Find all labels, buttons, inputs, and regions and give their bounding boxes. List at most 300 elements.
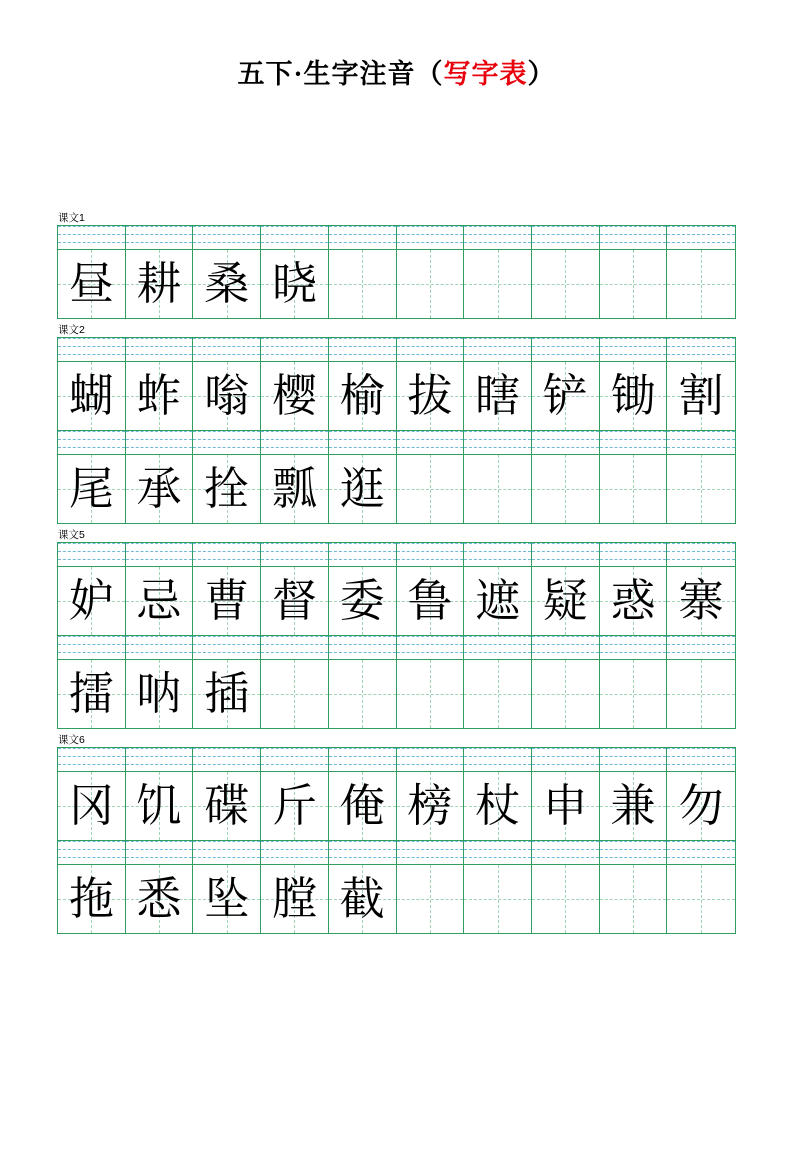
character-glyph: 冈 <box>68 780 114 831</box>
pinyin-topline <box>329 636 396 637</box>
pinyin-staff[interactable] <box>261 226 328 250</box>
character-cell[interactable] <box>58 431 126 523</box>
pinyin-topline <box>58 841 125 842</box>
character-box[interactable] <box>532 250 599 318</box>
pinyin-staff[interactable] <box>532 543 599 567</box>
pinyin-staff[interactable] <box>397 841 464 865</box>
page-title <box>0 52 793 91</box>
character-cell[interactable] <box>126 338 194 430</box>
pinyin-topline <box>397 338 464 339</box>
empty-cell[interactable] <box>464 226 532 318</box>
character-glyph: 呐 <box>136 668 182 719</box>
character-box[interactable] <box>397 455 464 523</box>
character-glyph: 申 <box>542 780 588 831</box>
character-box[interactable] <box>193 362 260 430</box>
empty-cell[interactable] <box>667 431 735 523</box>
pinyin-staff[interactable] <box>464 338 531 362</box>
character-row <box>57 337 736 431</box>
character-box[interactable] <box>464 772 531 840</box>
character-box[interactable] <box>667 865 735 933</box>
pinyin-staff[interactable] <box>58 338 125 362</box>
pinyin-staff[interactable] <box>126 841 193 865</box>
character-glyph: 督 <box>271 575 317 626</box>
character-box[interactable] <box>126 660 193 728</box>
pinyin-topline <box>261 748 328 749</box>
pinyin-staff[interactable] <box>193 841 260 865</box>
character-cell[interactable] <box>193 338 261 430</box>
vertical-guide <box>565 455 566 523</box>
character-glyph: 榆 <box>339 370 385 421</box>
pinyin-staff[interactable] <box>193 338 260 362</box>
character-glyph: 蝴 <box>68 370 114 421</box>
character-cell[interactable] <box>600 338 668 430</box>
vertical-guide <box>362 660 363 728</box>
lesson-label: 课文2 <box>58 324 85 336</box>
pinyin-topline <box>600 338 667 339</box>
character-glyph: 碟 <box>204 780 250 831</box>
character-cell[interactable] <box>329 543 397 635</box>
pinyin-topline <box>397 543 464 544</box>
pinyin-staff[interactable] <box>667 748 735 772</box>
character-box[interactable] <box>532 455 599 523</box>
pinyin-staff[interactable] <box>261 543 328 567</box>
pinyin-topline <box>532 226 599 227</box>
character-cell[interactable] <box>58 841 126 933</box>
character-cell[interactable] <box>532 338 600 430</box>
character-box[interactable] <box>193 455 260 523</box>
vertical-guide <box>294 660 295 728</box>
pinyin-staff[interactable] <box>464 226 531 250</box>
character-box[interactable] <box>600 660 667 728</box>
empty-cell[interactable] <box>600 431 668 523</box>
character-glyph: 晓 <box>271 258 317 309</box>
pinyin-staff[interactable] <box>667 841 735 865</box>
character-box[interactable] <box>261 865 328 933</box>
character-cell[interactable] <box>329 431 397 523</box>
pinyin-topline <box>126 841 193 842</box>
character-cell[interactable] <box>464 338 532 430</box>
pinyin-staff[interactable] <box>261 636 328 660</box>
pinyin-staff[interactable] <box>397 226 464 250</box>
character-box[interactable] <box>667 455 735 523</box>
character-cell[interactable] <box>532 748 600 840</box>
character-box[interactable] <box>58 865 125 933</box>
pinyin-topline <box>600 841 667 842</box>
character-cell[interactable] <box>600 543 668 635</box>
pinyin-topline <box>126 543 193 544</box>
character-glyph: 瞎 <box>475 370 521 421</box>
empty-cell[interactable] <box>667 841 735 933</box>
character-box[interactable] <box>58 567 125 635</box>
character-box[interactable] <box>193 567 260 635</box>
character-cell[interactable] <box>397 338 465 430</box>
pinyin-staff[interactable] <box>58 748 125 772</box>
character-cell[interactable] <box>261 748 329 840</box>
character-cell[interactable] <box>193 748 261 840</box>
character-box[interactable] <box>667 250 735 318</box>
character-box[interactable] <box>532 567 599 635</box>
character-box[interactable] <box>667 660 735 728</box>
character-box[interactable] <box>464 250 531 318</box>
pinyin-staff[interactable] <box>600 748 667 772</box>
vertical-guide <box>633 660 634 728</box>
character-box[interactable] <box>532 362 599 430</box>
empty-cell[interactable] <box>464 636 532 728</box>
empty-cell[interactable] <box>397 431 465 523</box>
character-cell[interactable] <box>193 636 261 728</box>
character-cell[interactable] <box>193 431 261 523</box>
empty-cell[interactable] <box>329 226 397 318</box>
pinyin-staff[interactable] <box>667 431 735 455</box>
character-cell[interactable] <box>261 431 329 523</box>
character-box[interactable] <box>261 455 328 523</box>
character-row <box>57 841 736 934</box>
pinyin-staff[interactable] <box>397 636 464 660</box>
character-cell[interactable] <box>397 543 465 635</box>
empty-cell[interactable] <box>532 226 600 318</box>
empty-cell[interactable] <box>667 226 735 318</box>
pinyin-staff[interactable] <box>126 543 193 567</box>
character-glyph: 樱 <box>271 370 317 421</box>
empty-cell[interactable] <box>600 226 668 318</box>
pinyin-topline <box>193 431 260 432</box>
vertical-guide <box>633 455 634 523</box>
character-box[interactable] <box>329 865 396 933</box>
pinyin-staff[interactable] <box>126 748 193 772</box>
character-box[interactable] <box>532 772 599 840</box>
character-glyph: 逛 <box>339 463 385 514</box>
character-glyph: 妒 <box>68 575 114 626</box>
pinyin-staff[interactable] <box>532 431 599 455</box>
character-box[interactable] <box>58 250 125 318</box>
pinyin-staff[interactable] <box>600 636 667 660</box>
pinyin-staff[interactable] <box>600 431 667 455</box>
empty-cell[interactable] <box>600 841 668 933</box>
character-box[interactable] <box>600 772 667 840</box>
pinyin-staff[interactable] <box>397 543 464 567</box>
character-glyph: 承 <box>136 463 182 514</box>
character-cell[interactable] <box>193 543 261 635</box>
pinyin-staff[interactable] <box>126 431 193 455</box>
character-box[interactable] <box>464 660 531 728</box>
pinyin-staff[interactable] <box>329 636 396 660</box>
vertical-guide <box>565 660 566 728</box>
character-box[interactable] <box>126 567 193 635</box>
pinyin-staff[interactable] <box>329 338 396 362</box>
character-box[interactable] <box>329 567 396 635</box>
worksheet-page <box>0 52 793 1174</box>
pinyin-staff[interactable] <box>261 748 328 772</box>
character-box[interactable] <box>600 455 667 523</box>
pinyin-staff[interactable] <box>58 226 125 250</box>
lesson-label: 课文1 <box>58 212 85 224</box>
character-box[interactable] <box>532 865 599 933</box>
character-box[interactable] <box>532 660 599 728</box>
vertical-guide <box>633 250 634 318</box>
pinyin-staff[interactable] <box>532 226 599 250</box>
character-cell[interactable] <box>193 226 261 318</box>
character-box[interactable] <box>329 455 396 523</box>
character-cell[interactable] <box>667 748 735 840</box>
character-row <box>57 225 736 319</box>
character-box[interactable] <box>193 865 260 933</box>
pinyin-staff[interactable] <box>58 841 125 865</box>
pinyin-staff[interactable] <box>532 841 599 865</box>
character-cell[interactable] <box>532 543 600 635</box>
pinyin-staff[interactable] <box>397 748 464 772</box>
character-cell[interactable] <box>58 748 126 840</box>
character-cell[interactable] <box>126 841 194 933</box>
pinyin-staff[interactable] <box>397 338 464 362</box>
character-box[interactable] <box>397 250 464 318</box>
character-glyph: 膛 <box>271 873 317 924</box>
pinyin-staff[interactable] <box>532 338 599 362</box>
pinyin-topline <box>261 338 328 339</box>
pinyin-topline <box>532 431 599 432</box>
character-box[interactable] <box>600 362 667 430</box>
character-box[interactable] <box>126 362 193 430</box>
character-cell[interactable] <box>126 543 194 635</box>
character-box[interactable] <box>667 772 735 840</box>
character-box[interactable] <box>193 772 260 840</box>
character-cell[interactable] <box>667 543 735 635</box>
character-box[interactable] <box>261 567 328 635</box>
pinyin-staff[interactable] <box>329 431 396 455</box>
pinyin-topline <box>329 226 396 227</box>
character-cell[interactable] <box>329 748 397 840</box>
pinyin-topline <box>667 338 735 339</box>
character-box[interactable] <box>126 865 193 933</box>
character-box[interactable] <box>667 362 735 430</box>
character-box[interactable] <box>261 772 328 840</box>
character-box[interactable] <box>193 250 260 318</box>
pinyin-topline <box>58 543 125 544</box>
pinyin-topline <box>261 543 328 544</box>
pinyin-topline <box>667 431 735 432</box>
pinyin-topline <box>329 748 396 749</box>
empty-cell[interactable] <box>600 636 668 728</box>
empty-cell[interactable] <box>464 841 532 933</box>
empty-cell[interactable] <box>532 431 600 523</box>
pinyin-staff[interactable] <box>600 841 667 865</box>
empty-cell[interactable] <box>261 636 329 728</box>
character-cell[interactable] <box>464 748 532 840</box>
pinyin-topline <box>600 226 667 227</box>
pinyin-staff[interactable] <box>464 636 531 660</box>
pinyin-topline <box>600 636 667 637</box>
character-box[interactable] <box>667 567 735 635</box>
character-box[interactable] <box>397 362 464 430</box>
character-box[interactable] <box>397 567 464 635</box>
empty-cell[interactable] <box>464 431 532 523</box>
character-cell[interactable] <box>667 338 735 430</box>
character-cell[interactable] <box>600 748 668 840</box>
character-box[interactable] <box>464 455 531 523</box>
character-glyph: 惑 <box>610 575 656 626</box>
character-box[interactable] <box>600 250 667 318</box>
pinyin-staff[interactable] <box>261 841 328 865</box>
pinyin-staff[interactable] <box>532 748 599 772</box>
pinyin-topline <box>58 226 125 227</box>
character-cell[interactable] <box>464 543 532 635</box>
character-cell[interactable] <box>193 841 261 933</box>
character-box[interactable] <box>600 865 667 933</box>
character-glyph: 嗡 <box>204 370 250 421</box>
character-cell[interactable] <box>261 338 329 430</box>
character-box[interactable] <box>329 362 396 430</box>
pinyin-staff[interactable] <box>600 226 667 250</box>
character-box[interactable] <box>58 362 125 430</box>
pinyin-topline <box>397 636 464 637</box>
character-box[interactable] <box>58 660 125 728</box>
pinyin-staff[interactable] <box>58 431 125 455</box>
character-box[interactable] <box>464 567 531 635</box>
pinyin-topline <box>600 748 667 749</box>
pinyin-staff[interactable] <box>193 226 260 250</box>
empty-cell[interactable] <box>667 636 735 728</box>
character-glyph: 斤 <box>271 780 317 831</box>
pinyin-staff[interactable] <box>667 226 735 250</box>
pinyin-staff[interactable] <box>329 748 396 772</box>
pinyin-staff[interactable] <box>329 226 396 250</box>
pinyin-topline <box>193 338 260 339</box>
pinyin-topline <box>667 636 735 637</box>
pinyin-topline <box>261 431 328 432</box>
character-glyph: 尾 <box>68 463 114 514</box>
pinyin-topline <box>464 841 531 842</box>
character-cell[interactable] <box>126 431 194 523</box>
character-box[interactable] <box>464 865 531 933</box>
character-box[interactable] <box>58 772 125 840</box>
character-cell[interactable] <box>126 748 194 840</box>
vertical-guide <box>701 865 702 933</box>
pinyin-staff[interactable] <box>600 543 667 567</box>
pinyin-staff[interactable] <box>193 748 260 772</box>
pinyin-topline <box>532 338 599 339</box>
pinyin-topline <box>464 543 531 544</box>
character-row <box>57 747 736 841</box>
character-glyph: 兼 <box>610 780 656 831</box>
pinyin-staff[interactable] <box>464 748 531 772</box>
pinyin-staff[interactable] <box>126 226 193 250</box>
pinyin-staff[interactable] <box>126 338 193 362</box>
pinyin-staff[interactable] <box>261 338 328 362</box>
pinyin-staff[interactable] <box>667 636 735 660</box>
character-box[interactable] <box>261 250 328 318</box>
pinyin-topline <box>261 841 328 842</box>
character-glyph: 疑 <box>542 575 588 626</box>
vertical-guide <box>498 250 499 318</box>
pinyin-topline <box>126 636 193 637</box>
pinyin-staff[interactable] <box>464 431 531 455</box>
character-cell[interactable] <box>126 226 194 318</box>
character-cell[interactable] <box>58 543 126 635</box>
character-row <box>57 542 736 636</box>
pinyin-staff[interactable] <box>464 841 531 865</box>
character-cell[interactable] <box>329 338 397 430</box>
pinyin-topline <box>464 636 531 637</box>
character-glyph: 拖 <box>68 873 114 924</box>
lesson-block <box>57 324 736 524</box>
pinyin-staff[interactable] <box>532 636 599 660</box>
character-box[interactable] <box>126 250 193 318</box>
pinyin-topline <box>329 338 396 339</box>
character-glyph: 擂 <box>68 668 114 719</box>
pinyin-staff[interactable] <box>600 338 667 362</box>
vertical-guide <box>701 250 702 318</box>
pinyin-staff[interactable] <box>329 841 396 865</box>
pinyin-staff[interactable] <box>397 431 464 455</box>
character-box[interactable] <box>261 362 328 430</box>
character-glyph: 遮 <box>475 575 521 626</box>
pinyin-staff[interactable] <box>58 636 125 660</box>
vertical-guide <box>430 250 431 318</box>
character-cell[interactable] <box>397 748 465 840</box>
character-cell[interactable] <box>58 338 126 430</box>
pinyin-staff[interactable] <box>126 636 193 660</box>
character-glyph: 铲 <box>542 370 588 421</box>
pinyin-topline <box>464 748 531 749</box>
empty-cell[interactable] <box>397 636 465 728</box>
pinyin-staff[interactable] <box>667 338 735 362</box>
empty-cell[interactable] <box>532 636 600 728</box>
pinyin-staff[interactable] <box>261 431 328 455</box>
character-box[interactable] <box>126 772 193 840</box>
character-glyph: 桑 <box>204 258 250 309</box>
character-box[interactable] <box>397 660 464 728</box>
character-glyph: 忌 <box>136 575 182 626</box>
character-cell[interactable] <box>126 636 194 728</box>
empty-cell[interactable] <box>329 636 397 728</box>
pinyin-topline <box>126 226 193 227</box>
character-box[interactable] <box>329 660 396 728</box>
vertical-guide <box>430 660 431 728</box>
character-box[interactable] <box>397 772 464 840</box>
character-cell[interactable] <box>261 841 329 933</box>
character-cell[interactable] <box>329 841 397 933</box>
pinyin-topline <box>532 636 599 637</box>
character-glyph: 拴 <box>204 463 250 514</box>
character-box[interactable] <box>600 567 667 635</box>
pinyin-staff[interactable] <box>193 431 260 455</box>
pinyin-topline <box>532 748 599 749</box>
empty-cell[interactable] <box>397 226 465 318</box>
pinyin-staff[interactable] <box>464 543 531 567</box>
character-box[interactable] <box>464 362 531 430</box>
pinyin-topline <box>261 636 328 637</box>
character-box[interactable] <box>193 660 260 728</box>
pinyin-topline <box>58 431 125 432</box>
pinyin-staff[interactable] <box>667 543 735 567</box>
character-cell[interactable] <box>58 636 126 728</box>
character-glyph: 勿 <box>678 780 724 831</box>
empty-cell[interactable] <box>532 841 600 933</box>
character-box[interactable] <box>329 250 396 318</box>
character-box[interactable] <box>126 455 193 523</box>
pinyin-staff[interactable] <box>329 543 396 567</box>
character-box[interactable] <box>329 772 396 840</box>
empty-cell[interactable] <box>397 841 465 933</box>
character-box[interactable] <box>58 455 125 523</box>
pinyin-staff[interactable] <box>193 543 260 567</box>
pinyin-staff[interactable] <box>58 543 125 567</box>
character-box[interactable] <box>261 660 328 728</box>
character-cell[interactable] <box>58 226 126 318</box>
character-cell[interactable] <box>261 543 329 635</box>
pinyin-staff[interactable] <box>193 636 260 660</box>
character-box[interactable] <box>397 865 464 933</box>
character-cell[interactable] <box>261 226 329 318</box>
